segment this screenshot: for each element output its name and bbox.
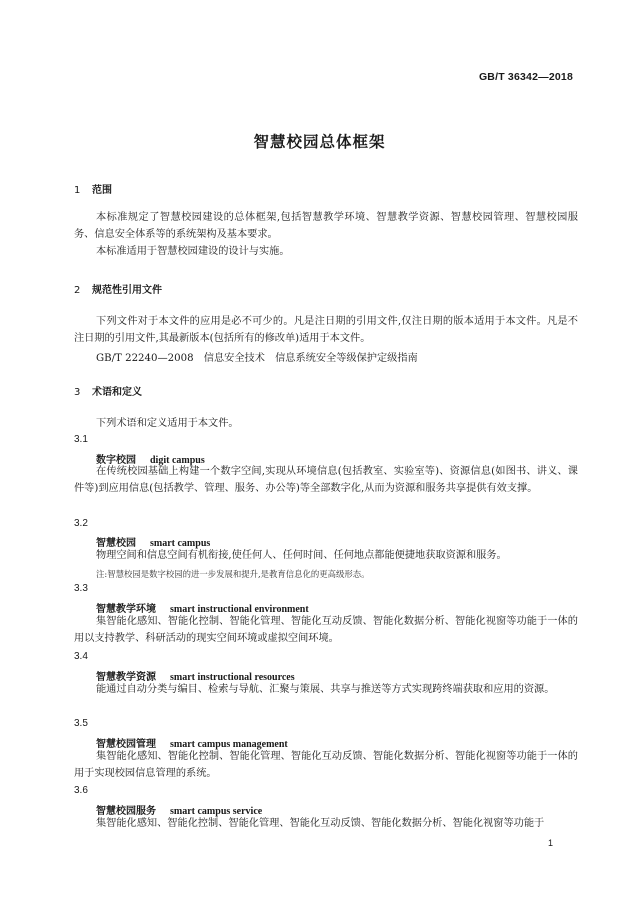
term-name-en: smart instructional environment — [170, 604, 309, 615]
term-name-en: smart campus management — [170, 739, 288, 750]
section-heading — [74, 181, 112, 196]
term-number: 3.1 — [74, 434, 88, 445]
term-definition: 集智能化感知、智能化控制、智能化管理、智能化互动反馈、智能化数据分析、智能化视窗等功能于 — [96, 818, 545, 829]
section-title: 术语和定义 — [92, 387, 142, 398]
term-number: 3.6 — [74, 785, 88, 796]
term-name-en: smart instructional resources — [170, 672, 295, 683]
document-title: 智慧校园总体框架 — [253, 133, 386, 151]
page-number: 1 — [547, 838, 553, 848]
standard-code: GB/T 36342—2018 — [478, 71, 573, 83]
term-number: 3.5 — [74, 718, 88, 729]
paragraph: 本标准适用于智慧校园建设的设计与实施。 — [96, 246, 290, 257]
paragraph: 本标准规定了智慧校园建设的总体框架,包括智慧教学环境、智慧教学资源、智慧校园管理、智慧校园服务、信息安全体系等的系统架构及基本要求。 — [74, 212, 578, 240]
term-definition: 集智能化感知、智能化控制、智能化管理、智能化互动反馈、智能化数据分析、智能化视窗等功能于一体的用于实现校园信息管理的系统。 — [74, 751, 578, 779]
term-name-zh: 智慧校园管理 — [96, 739, 156, 750]
term-definition: 能通过自动分类与编目、检索与导航、汇聚与策展、共享与推送等方式实现跨终端获取和应用的资源。 — [96, 684, 555, 695]
section-number: 2 — [74, 285, 81, 296]
section-number: 1 — [74, 185, 81, 196]
term-definition: 在传统校园基础上构建一个数字空间,实现从环境信息(包括教室、实验室等)、资源信息(如图书、讲义、课件等)到应用信息(包括教学、管理、服务、办公等)等全部数字化,从而为资源和服务共享提供有效支撑。 — [74, 466, 578, 494]
term-definition: 集智能化感知、智能化控制、智能化管理、智能化互动反馈、智能化数据分析、智能化视窗等功能于一体的用以支持教学、科研活动的现实空间环境或虚拟空间环境。 — [74, 616, 578, 644]
section-title: 范围 — [92, 185, 112, 196]
normative-reference: GB/T 22240—2008 信息安全技术 信息系统安全等级保护定级指南 — [96, 353, 418, 364]
term-name-zh: 数字校园 — [96, 455, 136, 466]
term-name-en: smart campus service — [170, 806, 263, 817]
term-name-zh: 智慧教学环境 — [96, 604, 156, 615]
term-name-en: smart campus — [150, 538, 211, 549]
section-heading — [74, 281, 162, 296]
section-number: 3 — [74, 387, 81, 398]
section-title: 规范性引用文件 — [92, 285, 162, 296]
term-number: 3.2 — [74, 518, 88, 529]
term-name-en: digit campus — [150, 455, 205, 466]
term-note: 注:智慧校园是数字校园的进一步发展和提升,是教育信息化的更高级形态。 — [96, 569, 370, 579]
term-number: 3.4 — [74, 651, 88, 662]
term-name-zh: 智慧校园服务 — [96, 806, 156, 817]
term-number: 3.3 — [74, 583, 88, 594]
term-name-zh: 智慧校园 — [96, 538, 136, 549]
term-definition: 物理空间和信息空间有机衔接,使任何人、任何时间、任何地点都能便捷地获取资源和服务。 — [96, 550, 507, 561]
paragraph: 下列文件对于本文件的应用是必不可少的。凡是注日期的引用文件,仅注日期的版本适用于本文件。凡是不注日期的引用文件,其最新版本(包括所有的修改单)适用于本文件。 — [74, 316, 578, 344]
section-heading — [74, 383, 142, 398]
term-name-zh: 智慧教学资源 — [96, 672, 156, 683]
section-intro: 下列术语和定义适用于本文件。 — [96, 418, 239, 429]
